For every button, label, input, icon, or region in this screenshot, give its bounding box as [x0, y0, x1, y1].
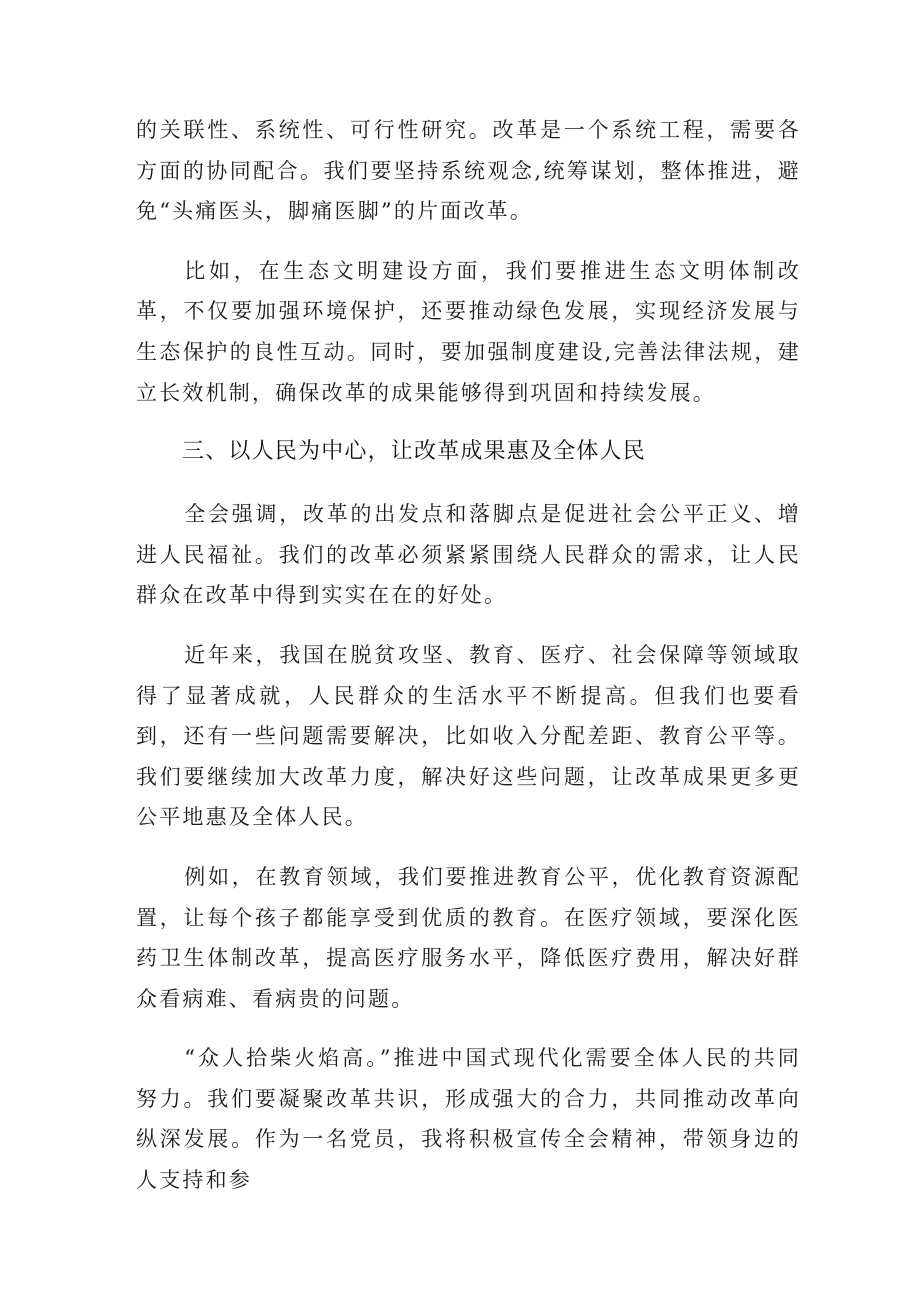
section-heading: 三、以人民为中心，让改革成果惠及全体人民 [182, 439, 647, 465]
paragraph-people-centered: 全会强调，改革的出发点和落脚点是促进社会公平正义、增进人民福祉。我们的改革必须紧紧围绕人民群众的需求，让人民群众在改革中得到实实在在的好处。 [136, 502, 801, 608]
paragraph-collective-effort: “众人拾柴火焰高。”推进中国式现代化需要全体人民的共同努力。我们要凝聚改革共识，形成强大的合力，共同推动改革向纵深发展。作为一名党员，我将积极宣传全会精神，带领身边的人支持和参 [136, 1046, 801, 1193]
paragraph-ecology-example: 比如，在生态文明建设方面，我们要推进生态文明体制改革，不仅要加强环境保护，还要推动绿色发展，实现经济发展与生态保护的良性互动。同时，要加强制度建设,完善法律法规，建立长效机制，确保改革的成果能够得到巩固和持续发展。 [136, 258, 801, 405]
paragraph-continued: 的关联性、系统性、可行性研究。改革是一个系统工程，需要各方面的协同配合。我们要坚持系统观念,统筹谋划，整体推进，避免“头痛医头，脚痛医脚”的片面改革。 [136, 118, 801, 224]
document-body [136, 110, 801, 1220]
paragraph-education-medical: 例如，在教育领域，我们要推进教育公平，优化教育资源配置，让每个孩子都能享受到优质的教育。在医疗领域，要深化医药卫生体制改革，提高医疗服务水平，降低医疗费用，解决好群众看病难、看病贵的问题。 [136, 864, 801, 1011]
paragraph-recent-achievements: 近年来，我国在脱贫攻坚、教育、医疗、社会保障等领域取得了显著成就，人民群众的生活水平不断提高。但我们也要看到，还有一些问题需要解决，比如收入分配差距、教育公平等。我们要继续加大改革力度，解决好这些问题，让改革成果更多更公平地惠及全体人民。 [136, 642, 801, 830]
